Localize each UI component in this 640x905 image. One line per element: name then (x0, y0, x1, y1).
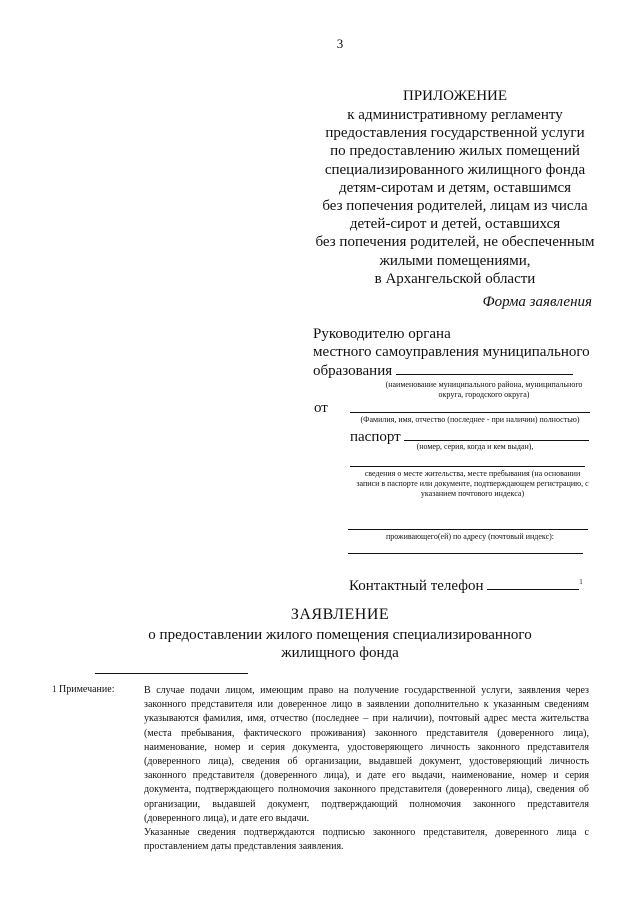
addressee-line-3 (313, 362, 593, 380)
passport-field[interactable] (404, 428, 589, 441)
statement-subtitle-line: о предоставлении жилого помещения специализированного (148, 627, 532, 643)
residence-hint: сведения о месте жительства, месте пребывания (на основании записи в паспорте или документе, подтверждающем регистрацию, с указанием почтового индекса) (356, 469, 589, 498)
footnote-label: Примечание: (59, 684, 115, 695)
form-label: Форма заявления (482, 294, 592, 310)
from-label: от (314, 400, 328, 416)
annex-line: специализированного жилищного фонда (324, 161, 586, 178)
residence-field-2[interactable] (348, 529, 588, 530)
annex-line: жилыми помещениями, (379, 252, 531, 269)
passport-hint: (номер, серия, когда и кем выдан), (416, 442, 534, 451)
living-address-field[interactable] (348, 553, 583, 554)
statement-subtitle-line: жилищного фонда (281, 645, 399, 661)
footnote-paragraph: В случае подачи лицом, имеющим право на получение государственной услуги, заявления через законного представителя или доверенное лицо в заявлении дополнительно к указанным сведениям указываются фамилия, имя, отчество (последнее – при наличии), почтовый адрес места жительства (места пребывания, фактического проживания) законного представителя (доверенного лица), наименование, номер и серия документа, удостоверяющего личность законного представителя (доверенного лица), сведения об организации, выдавшей документ, удостоверяющий личность законного представителя (доверенного лица), и дате его выдачи, наименование, номер и серия документа, подтверждающего полномочия законного представителя (доверенного лица), сведения об организации, выдавшей документ, подтверждающий полномочия законного представителя (доверенного лица), и дате его выдачи. (144, 685, 589, 824)
annex-line: по предоставлению жилых помещений (330, 143, 580, 160)
addressee-line-2: местного самоуправления муниципального (313, 344, 590, 360)
residence-field[interactable] (350, 466, 585, 467)
footnote-paragraph: Указанные сведения подтверждаются подписью законного представителя, доверенного лица с проставлением даты представления заявления. (144, 827, 589, 853)
page-number: 3 (336, 36, 344, 51)
municipality-field[interactable] (396, 362, 573, 375)
annex-text (300, 106, 610, 288)
phone-label: Контактный телефон (349, 578, 484, 594)
passport-label: паспорт (350, 429, 401, 445)
phone-field[interactable] (487, 577, 579, 590)
annex-line: в Архангельской области (374, 270, 536, 287)
annex-line: предоставления государственной услуги (325, 125, 585, 142)
living-address-hint: проживающего(ей) по адресу (почтовый индекс): (385, 532, 555, 541)
annex-line: детей-сирот и детей, оставшихся (349, 216, 561, 233)
annex-line: детям-сиротам и детям, оставшимся (338, 179, 572, 196)
statement-title: ЗАЯВЛЕНИЕ (290, 606, 390, 623)
addressee-line-1: Руководителю органа (313, 326, 451, 342)
footnote-text (144, 684, 589, 854)
footnote-mark: 1 (52, 684, 57, 694)
phone-footnote-mark: 1 (579, 578, 583, 586)
footnote-separator (95, 673, 248, 674)
phone-row (349, 574, 599, 595)
municipality-label: образования (313, 363, 393, 379)
statement-subtitle (0, 626, 640, 662)
applicant-name-field[interactable] (350, 412, 590, 413)
annex-line: к административному регламенту (347, 107, 563, 123)
annex-line: без попечения родителей, лицам из числа (322, 198, 588, 215)
annex-line: без попечения родителей, не обеспеченным (315, 234, 595, 251)
applicant-name-hint: (Фамилия, имя, отчество (последнее - при наличии) полностью) (360, 415, 580, 424)
municipality-hint: (наименование муниципального района, муниципального округа, городского округа) (385, 380, 583, 399)
annex-title: ПРИЛОЖЕНИЕ (402, 88, 508, 104)
